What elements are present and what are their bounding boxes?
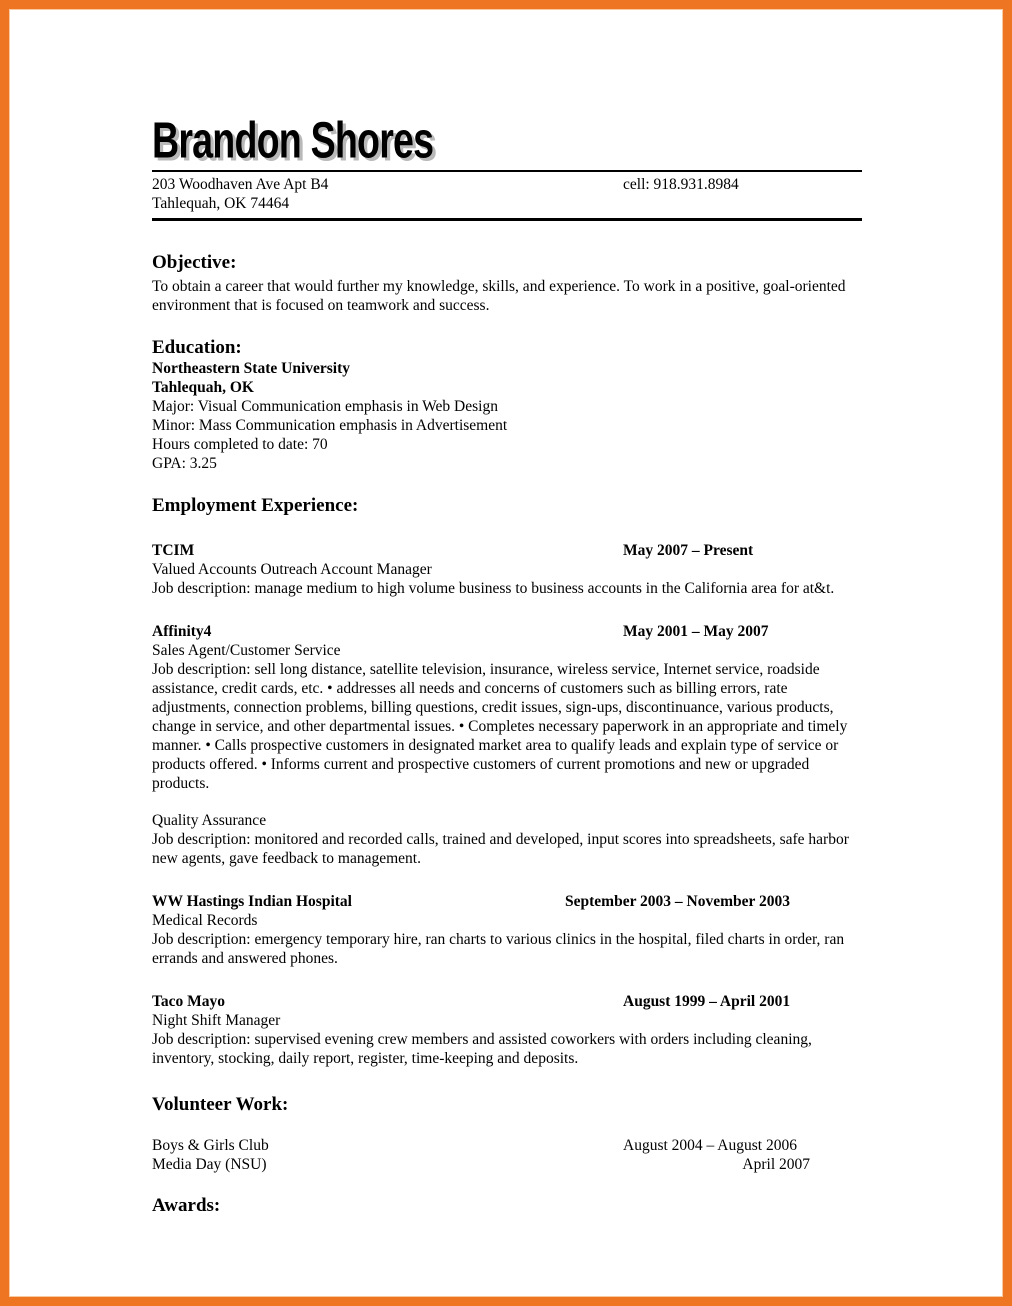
volunteer-item [152, 1155, 862, 1174]
job-dates: September 2003 – November 2003 [565, 893, 791, 911]
volunteer-name: Boys & Girls Club [152, 1137, 269, 1155]
job-role: Sales Agent/Customer Service [152, 642, 341, 660]
job-entry [152, 992, 862, 1068]
job-company: Taco Mayo [152, 993, 226, 1011]
job-dates: May 2001 – May 2007 [623, 623, 769, 641]
volunteer-items [152, 1136, 862, 1174]
job-dates: May 2007 – Present [623, 542, 754, 560]
awards-section [152, 1195, 862, 1217]
education-school: Northeastern State University [152, 360, 351, 378]
education-location: Tahlequah, OK [152, 379, 254, 397]
volunteer-heading: Volunteer Work: [152, 1094, 289, 1116]
job-sub-role: Quality Assurance [152, 812, 267, 830]
education-minor: Minor: Mass Communication emphasis in Advertisement [152, 417, 508, 435]
header-divider-thick [152, 218, 862, 221]
address-line-2: Tahlequah, OK 74464 [152, 195, 290, 213]
job-role: Night Shift Manager [152, 1012, 281, 1030]
contact-block [152, 175, 862, 213]
volunteer-section [152, 1094, 862, 1174]
job-role: Valued Accounts Outreach Account Manager [152, 561, 432, 579]
job-dates: August 1999 – April 2001 [623, 993, 791, 1011]
education-gpa: GPA: 3.25 [152, 455, 217, 473]
cell-phone: cell: 918.931.8984 [623, 176, 739, 194]
address-line-1: 203 Woodhaven Ave Apt B4 [152, 176, 329, 194]
person-name: Brandon Shores [152, 110, 434, 169]
job-role: Medical Records [152, 912, 258, 930]
job-sub-entry [152, 811, 862, 868]
employment-heading: Employment Experience: [152, 495, 359, 517]
volunteer-dates: April 2007 [742, 1156, 810, 1174]
job-sub-description: Job description: monitored and recorded calls, trained and developed, input scores into spreadsheets, safe harbor new agents, gave feedback to management. [152, 831, 849, 868]
job-head [152, 992, 862, 1011]
job-entry [152, 622, 862, 868]
job-head [152, 892, 862, 911]
header-divider-thin [152, 170, 862, 172]
education-major: Major: Visual Communication emphasis in Web Design [152, 398, 498, 416]
job-description: Job description: sell long distance, satellite television, insurance, wireless service, Internet service, roadside assistance, credit cards, etc. • addresses all needs and concerns of customers such as billing errors, rate adjustments, connection problems, billing questions, credit issues, sign-ups, discontinuance, various products, change in service, and other departmental issues. • Completes necessary paperwork in an appropriate and timely manner. • Calls prospective customers in designated market area to qualify leads and explain type of service or products offered. • Informs current and prospective customers of current promotions and new or upgraded products. [152, 661, 848, 793]
job-head [152, 622, 862, 641]
objective-text: To obtain a career that would further my knowledge, skills, and experience. To work in a positive, goal-oriented environment that is focused on teamwork and success. [152, 278, 846, 315]
job-entry [152, 892, 862, 968]
job-entry [152, 541, 862, 598]
job-head [152, 541, 862, 560]
job-company: TCIM [152, 542, 195, 560]
education-hours: Hours completed to date: 70 [152, 436, 328, 454]
volunteer-name: Media Day (NSU) [152, 1156, 267, 1174]
job-description: Job description: manage medium to high volume business to business accounts in the California area for at&t. [152, 580, 835, 598]
awards-heading: Awards: [152, 1195, 221, 1217]
job-company: WW Hastings Indian Hospital [152, 893, 352, 911]
objective-section [152, 252, 862, 315]
job-description: Job description: emergency temporary hire, ran charts to various clinics in the hospital, filed charts in order, ran errands and answered phones. [152, 931, 845, 968]
education-heading: Education: [152, 337, 242, 359]
volunteer-dates: August 2004 – August 2006 [623, 1137, 797, 1155]
employment-section [152, 495, 862, 1068]
job-company: Affinity4 [152, 623, 212, 641]
volunteer-item [152, 1136, 862, 1155]
objective-heading: Objective: [152, 252, 237, 274]
education-section [152, 337, 862, 473]
resume-document [152, 110, 862, 1217]
job-description: Job description: supervised evening crew members and assisted coworkers with orders including cleaning, inventory, stocking, daily report, register, time-keeping and deposits. [152, 1031, 812, 1068]
